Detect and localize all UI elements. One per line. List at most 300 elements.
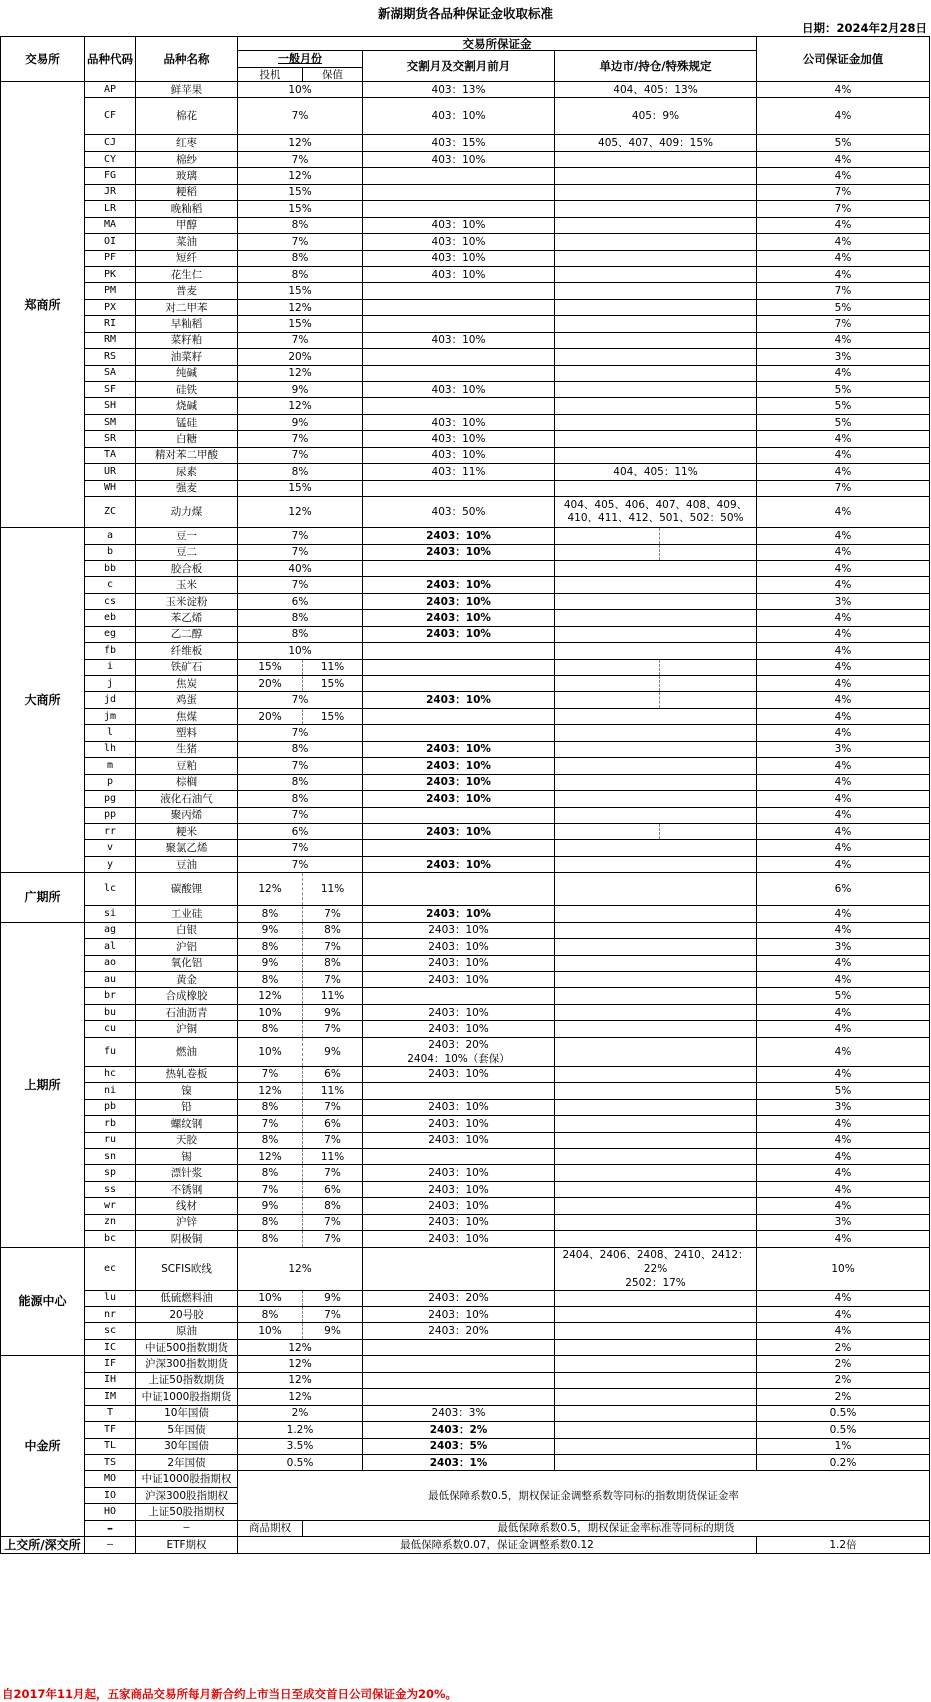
product-name: 沪铜 (136, 1021, 238, 1037)
product-code: UR (85, 464, 136, 480)
product-code: jd (85, 692, 136, 708)
product-name: 苯乙烯 (136, 610, 238, 626)
product-name: 玉米淀粉 (136, 593, 238, 609)
general-margin: 12% (238, 299, 363, 315)
table-row (1, 1422, 930, 1438)
special-rule (555, 382, 757, 398)
product-name: 黄金 (136, 972, 238, 988)
special-rule-b (660, 692, 757, 708)
special-rule (555, 1422, 757, 1438)
product-name: 豆油 (136, 856, 238, 872)
general-margin: 7% (238, 725, 363, 741)
product-name: 线材 (136, 1198, 238, 1214)
general-margin: 12% (238, 398, 363, 414)
spec-margin: 10% (238, 1323, 303, 1339)
product-name: 阴极铜 (136, 1231, 238, 1247)
company-add-margin: 4% (757, 1021, 930, 1037)
product-name: 2年国债 (136, 1454, 238, 1470)
delivery-margin (363, 708, 555, 724)
hedge-margin: 6% (303, 1066, 363, 1082)
special-rule (555, 217, 757, 233)
product-code: bb (85, 560, 136, 576)
special-rule-a (555, 692, 660, 708)
product-code: zn (85, 1214, 136, 1230)
product-code: ni (85, 1083, 136, 1099)
table-row (1, 1083, 930, 1099)
company-add-margin: 0.5% (757, 1422, 930, 1438)
exchange-name: 大商所 (1, 528, 85, 873)
delivery-margin: 2403：10% (363, 1231, 555, 1247)
special-rule (555, 250, 757, 266)
table-row (1, 1356, 930, 1372)
general-margin: 8% (238, 774, 363, 790)
margin-table (0, 36, 930, 1554)
table-row (1, 1438, 930, 1454)
hedge-margin: 7% (303, 1132, 363, 1148)
general-margin: 1.2% (238, 1422, 363, 1438)
product-name: 胶合板 (136, 560, 238, 576)
delivery-margin: 403：10% (363, 447, 555, 463)
product-name: 原油 (136, 1323, 238, 1339)
general-margin: 8% (238, 217, 363, 233)
delivery-margin: 2403：10% (363, 544, 555, 560)
general-margin: 9% (238, 414, 363, 430)
hedge-margin: 6% (303, 1181, 363, 1197)
special-rule (555, 1132, 757, 1148)
table-row (1, 1537, 930, 1553)
product-code: fu (85, 1037, 136, 1066)
product-code: IF (85, 1356, 136, 1372)
product-name: 白银 (136, 922, 238, 938)
special-rule (555, 1066, 757, 1082)
special-rule (555, 610, 757, 626)
product-name: 碳酸锂 (136, 873, 238, 906)
company-add-margin: 5% (757, 414, 930, 430)
table-row (1, 98, 930, 135)
company-add-margin: 4% (757, 791, 930, 807)
company-add-margin: 4% (757, 168, 930, 184)
product-name: 30年国债 (136, 1438, 238, 1454)
exchange-name: 上期所 (1, 922, 85, 1247)
general-margin: 7% (238, 447, 363, 463)
report-date: 日期：2024年2月28日 (801, 21, 927, 35)
product-name: 10年国债 (136, 1405, 238, 1421)
company-add-margin: 5% (757, 398, 930, 414)
product-code: SH (85, 398, 136, 414)
special-rule (555, 316, 757, 332)
general-margin: 12% (238, 135, 363, 151)
delivery-margin (363, 1389, 555, 1405)
table-row (1, 643, 930, 659)
product-code: bu (85, 1004, 136, 1020)
special-rule (555, 1339, 757, 1355)
product-name: 红枣 (136, 135, 238, 151)
special-rule (555, 988, 757, 1004)
special-rule (555, 201, 757, 217)
table-row (1, 1214, 930, 1230)
product-name: 焦炭 (136, 676, 238, 692)
company-add-margin: 4% (757, 676, 930, 692)
general-margin: 7% (238, 98, 363, 135)
company-add-margin: 2% (757, 1372, 930, 1388)
product-name: SCFIS欧线 (136, 1247, 238, 1290)
special-rule (555, 1148, 757, 1164)
company-add-margin: 4% (757, 544, 930, 560)
company-add-margin: 4% (757, 1198, 930, 1214)
delivery-margin: 403：11% (363, 464, 555, 480)
delivery-margin (363, 1083, 555, 1099)
product-code: b (85, 544, 136, 560)
special-rule (555, 1165, 757, 1181)
table-row (1, 480, 930, 496)
company-add-margin: 4% (757, 1148, 930, 1164)
product-code: RS (85, 349, 136, 365)
delivery-margin (363, 365, 555, 381)
product-code: PX (85, 299, 136, 315)
table-row (1, 873, 930, 906)
company-add-margin: 5% (757, 382, 930, 398)
table-row (1, 1290, 930, 1306)
general-margin: 7% (238, 758, 363, 774)
spec-margin: 8% (238, 906, 303, 922)
special-rule (555, 1307, 757, 1323)
table-row (1, 201, 930, 217)
product-name: 中证1000股指期权 (136, 1471, 238, 1487)
table-row (1, 151, 930, 167)
general-margin: 7% (238, 528, 363, 544)
product-code: wr (85, 1198, 136, 1214)
company-add-margin: 4% (757, 217, 930, 233)
table-row (1, 560, 930, 576)
special-rule (555, 1454, 757, 1470)
product-code: nr (85, 1307, 136, 1323)
special-rule (555, 577, 757, 593)
product-code: rr (85, 823, 136, 839)
product-code: TA (85, 447, 136, 463)
table-row (1, 1247, 930, 1290)
product-code: IC (85, 1339, 136, 1355)
header-general-month: 一般月份 (238, 51, 363, 68)
product-code: al (85, 939, 136, 955)
delivery-margin (363, 988, 555, 1004)
product-name: 中证500指数期货 (136, 1339, 238, 1355)
general-margin: 7% (238, 431, 363, 447)
general-margin: 3.5% (238, 1438, 363, 1454)
delivery-margin: 403：10% (363, 382, 555, 398)
hedge-margin: 15% (303, 676, 363, 692)
product-code: IO (85, 1487, 136, 1503)
product-name: 聚丙烯 (136, 807, 238, 823)
special-rule (555, 856, 757, 872)
table-row (1, 316, 930, 332)
table-row (1, 414, 930, 430)
product-code: TL (85, 1438, 136, 1454)
product-code: SR (85, 431, 136, 447)
product-name: 热轧卷板 (136, 1066, 238, 1082)
product-name: 白糖 (136, 431, 238, 447)
special-rule: 405、407、409：15% (555, 135, 757, 151)
company-add-margin: 7% (757, 184, 930, 200)
special-rule (555, 1231, 757, 1247)
spec-margin: 7% (238, 1066, 303, 1082)
product-name: 菜油 (136, 234, 238, 250)
company-add-margin: 4% (757, 1037, 930, 1066)
general-margin: 10% (238, 643, 363, 659)
company-add-margin: 4% (757, 840, 930, 856)
delivery-margin: 403：10% (363, 98, 555, 135)
general-margin: 9% (238, 382, 363, 398)
table-row (1, 1307, 930, 1323)
spec-margin: 9% (238, 922, 303, 938)
table-row (1, 168, 930, 184)
general-margin: 0.5% (238, 1454, 363, 1470)
company-add-margin: 4% (757, 626, 930, 642)
special-rule: 404、405：11% (555, 464, 757, 480)
product-name: 鸡蛋 (136, 692, 238, 708)
delivery-margin (363, 1037, 555, 1066)
general-margin: 2% (238, 1405, 363, 1421)
company-add-margin: 4% (757, 1307, 930, 1323)
delivery-margin: 2403：10% (363, 1066, 555, 1082)
company-add-margin: 7% (757, 283, 930, 299)
product-name: 乙二醇 (136, 626, 238, 642)
product-name: 硅铁 (136, 382, 238, 398)
company-add-margin: 3% (757, 1214, 930, 1230)
product-name: 纯碱 (136, 365, 238, 381)
product-code: PM (85, 283, 136, 299)
product-code: sp (85, 1165, 136, 1181)
product-name: 聚氯乙烯 (136, 840, 238, 856)
special-rule (555, 283, 757, 299)
product-name: 工业硅 (136, 906, 238, 922)
product-name: 铁矿石 (136, 659, 238, 675)
general-margin: 40% (238, 560, 363, 576)
company-add-margin: 4% (757, 643, 930, 659)
special-rule (555, 972, 757, 988)
product-code: l (85, 725, 136, 741)
spec-margin: 7% (238, 1181, 303, 1197)
spec-margin: 8% (238, 1231, 303, 1247)
delivery-margin: 403：15% (363, 135, 555, 151)
company-add-margin: 4% (757, 464, 930, 480)
company-add-margin: 4% (757, 447, 930, 463)
product-code: ZC (85, 497, 136, 528)
table-row (1, 1471, 930, 1487)
product-name: 烧碱 (136, 398, 238, 414)
spec-margin: 20% (238, 676, 303, 692)
spec-margin: 12% (238, 988, 303, 1004)
header-exchange-margin: 交易所保证金 (238, 37, 757, 51)
table-row (1, 431, 930, 447)
delivery-margin: 403：10% (363, 217, 555, 233)
product-name: 动力煤 (136, 497, 238, 528)
product-name: 上证50股指期权 (136, 1504, 238, 1520)
header-delivery: 交割月及交割月前月 (363, 51, 555, 82)
hedge-margin: 7% (303, 1214, 363, 1230)
table-row (1, 758, 930, 774)
hedge-margin: 15% (303, 708, 363, 724)
product-name: 玉米 (136, 577, 238, 593)
table-row (1, 266, 930, 282)
special-rule (555, 1099, 757, 1115)
general-margin: 8% (238, 266, 363, 282)
company-add-margin: 2% (757, 1356, 930, 1372)
company-add-margin: 5% (757, 135, 930, 151)
product-code: CY (85, 151, 136, 167)
special-rule (555, 1290, 757, 1306)
product-name: ETF期权 (136, 1537, 238, 1553)
company-add-margin: 4% (757, 758, 930, 774)
general-margin: 7% (238, 807, 363, 823)
product-name: 菜籽粕 (136, 332, 238, 348)
delivery-margin (363, 873, 555, 906)
delivery-margin (363, 807, 555, 823)
product-name: 对二甲苯 (136, 299, 238, 315)
company-add-margin: 5% (757, 988, 930, 1004)
delivery-margin: 403：13% (363, 82, 555, 98)
company-add-margin: 4% (757, 856, 930, 872)
company-add-margin: 4% (757, 1004, 930, 1020)
special-rule-b (660, 823, 757, 839)
table-row (1, 1165, 930, 1181)
delivery-margin: 403：10% (363, 414, 555, 430)
special-rule-b (660, 659, 757, 675)
hedge-margin: 11% (303, 1148, 363, 1164)
special-rule (555, 725, 757, 741)
header-spec: 投机 (238, 68, 303, 82)
table-row (1, 1148, 930, 1164)
product-code: JR (85, 184, 136, 200)
special-rule (555, 774, 757, 790)
special-rule (555, 1405, 757, 1421)
product-name: 晚籼稻 (136, 201, 238, 217)
product-code: br (85, 988, 136, 1004)
delivery-margin (363, 1148, 555, 1164)
company-add-margin: 4% (757, 1165, 930, 1181)
table-row (1, 1231, 930, 1247)
company-add-margin: 4% (757, 1323, 930, 1339)
delivery-margin (363, 1356, 555, 1372)
product-code: RI (85, 316, 136, 332)
delivery-margin: 2403：10% (363, 610, 555, 626)
table-row (1, 398, 930, 414)
general-margin: 15% (238, 316, 363, 332)
product-name: 焦煤 (136, 708, 238, 724)
special-rule (555, 1372, 757, 1388)
product-name: 甲醇 (136, 217, 238, 233)
special-rule (555, 560, 757, 576)
company-add-margin: 3% (757, 1099, 930, 1115)
spec-margin: 8% (238, 1214, 303, 1230)
table-row (1, 1323, 930, 1339)
company-add-margin: 1.2倍 (757, 1537, 930, 1553)
product-code: cu (85, 1021, 136, 1037)
general-margin: 7% (238, 692, 363, 708)
delivery-margin: 2403：10% (363, 1307, 555, 1323)
product-name: 棉纱 (136, 151, 238, 167)
product-code: OI (85, 234, 136, 250)
product-code: RM (85, 332, 136, 348)
product-name: 锰硅 (136, 414, 238, 430)
product-name: 合成橡胶 (136, 988, 238, 1004)
special-rule-a (555, 823, 660, 839)
special-rule (555, 1037, 757, 1066)
table-row (1, 283, 930, 299)
product-code: IM (85, 1389, 136, 1405)
product-code: j (85, 676, 136, 692)
product-code: p (85, 774, 136, 790)
product-name: 豆粕 (136, 758, 238, 774)
delivery-margin (363, 316, 555, 332)
table-row (1, 365, 930, 381)
table-row (1, 1037, 930, 1066)
delivery-margin (363, 1339, 555, 1355)
table-row (1, 299, 930, 315)
hedge-margin: 8% (303, 955, 363, 971)
special-rule (555, 151, 757, 167)
special-rule (555, 349, 757, 365)
product-code: MO (85, 1471, 136, 1487)
special-rule-b (660, 544, 757, 560)
product-code: ss (85, 1181, 136, 1197)
general-margin: 12% (238, 1389, 363, 1405)
delivery-margin: 2403：10% (363, 823, 555, 839)
hedge-margin: 7% (303, 972, 363, 988)
product-code: pg (85, 791, 136, 807)
spec-margin: 15% (238, 659, 303, 675)
product-code: m (85, 758, 136, 774)
table-row (1, 349, 930, 365)
delivery-margin (363, 1247, 555, 1290)
special-rule (555, 1323, 757, 1339)
product-name: 生猪 (136, 741, 238, 757)
product-code: i (85, 659, 136, 675)
special-rule: 404、405：13% (555, 82, 757, 98)
company-add-margin: 4% (757, 332, 930, 348)
general-margin: 10% (238, 82, 363, 98)
general-margin: 20% (238, 349, 363, 365)
page-title: 新湖期货各品种保证金收取标准 (377, 6, 553, 21)
table-row (1, 922, 930, 938)
special-rule (555, 708, 757, 724)
table-row (1, 464, 930, 480)
company-add-margin: 2% (757, 1339, 930, 1355)
company-add-margin: 4% (757, 807, 930, 823)
special-rule (555, 1116, 757, 1132)
special-rule-a (555, 528, 660, 544)
company-add-margin: 0.5% (757, 1405, 930, 1421)
table-row (1, 972, 930, 988)
delivery-margin: 2403：10% (363, 791, 555, 807)
table-row (1, 1520, 930, 1536)
table-row (1, 906, 930, 922)
table-row (1, 626, 930, 642)
table-row (1, 1405, 930, 1421)
company-add-margin: 0.2% (757, 1454, 930, 1470)
hedge-margin: 6% (303, 1116, 363, 1132)
product-code: TS (85, 1454, 136, 1470)
special-rule (555, 791, 757, 807)
delivery-margin: 2403：1% (363, 1454, 555, 1470)
hedge-margin: 9% (303, 1004, 363, 1020)
product-code: SM (85, 414, 136, 430)
special-rule (555, 1214, 757, 1230)
delivery-margin: 403：10% (363, 234, 555, 250)
product-code: eg (85, 626, 136, 642)
product-name: 早籼稻 (136, 316, 238, 332)
special-rule (555, 1438, 757, 1454)
table-row (1, 807, 930, 823)
